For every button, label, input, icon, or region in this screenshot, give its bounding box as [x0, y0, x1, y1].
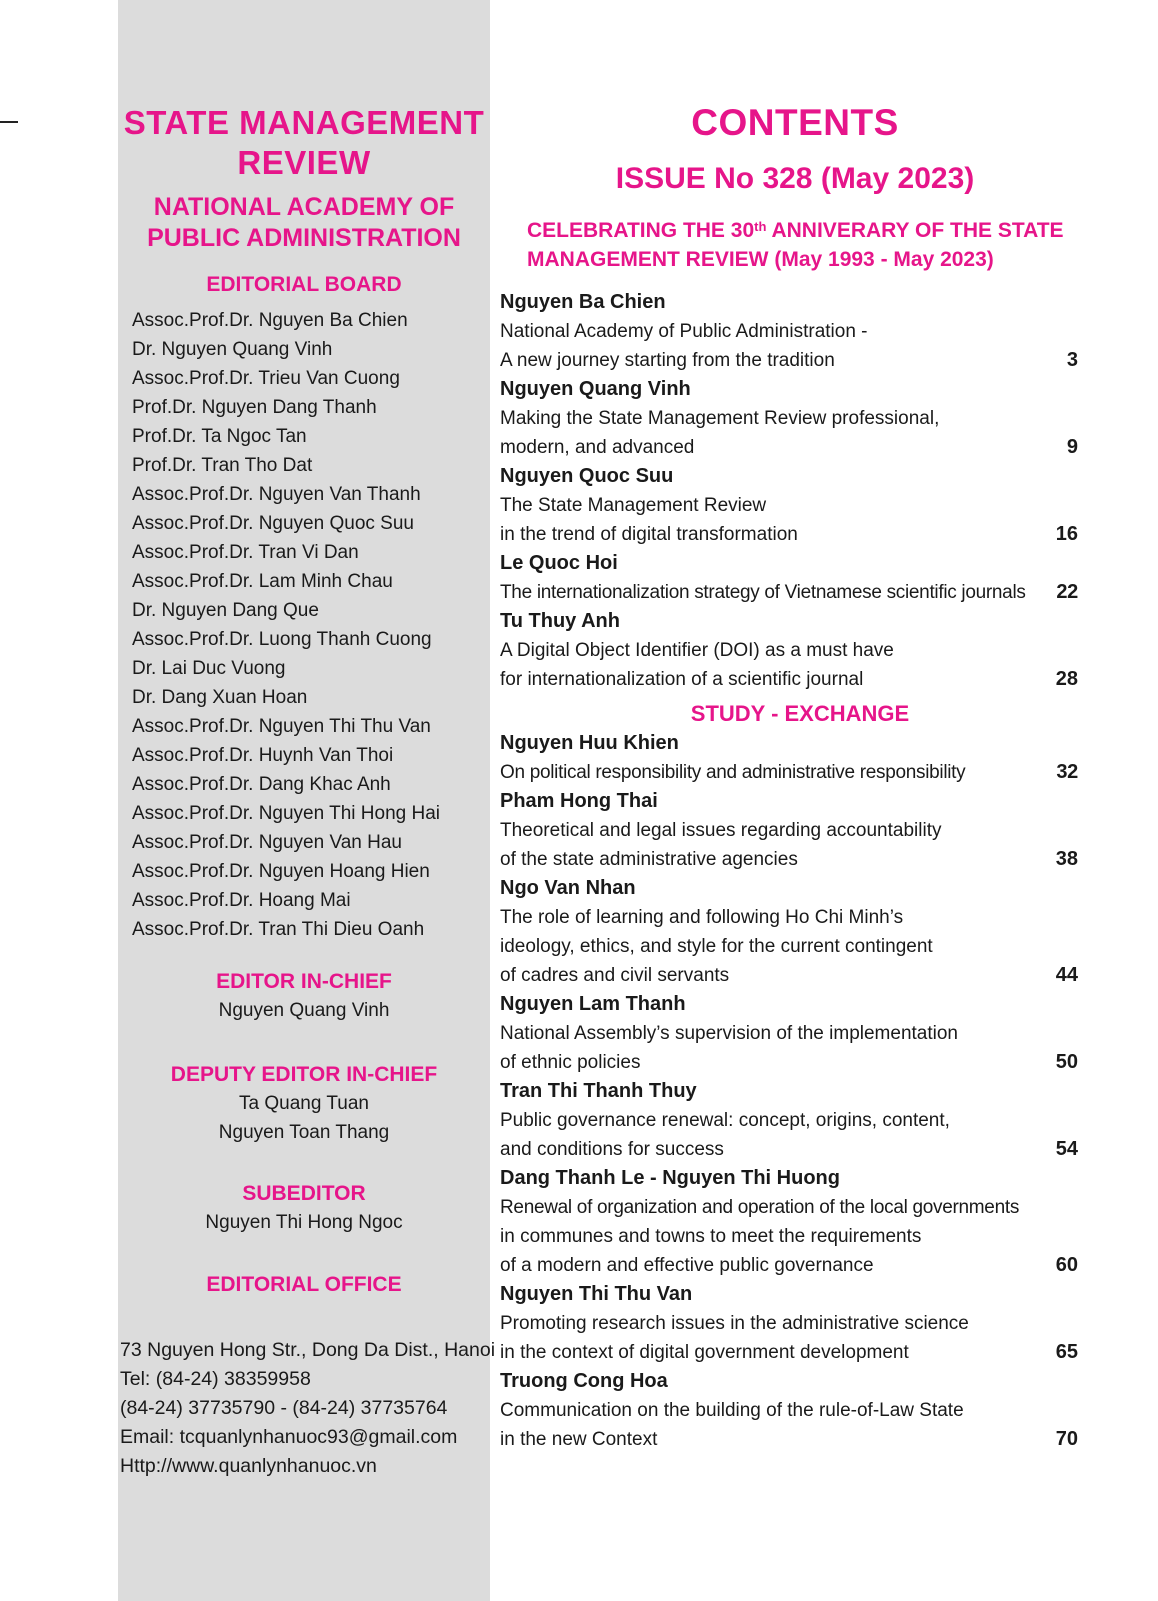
article-title-line: of ethnic policies 50: [500, 1048, 1090, 1077]
board-member: Assoc.Prof.Dr. Huynh Van Thoi: [132, 745, 394, 766]
academy-name: NATIONAL ACADEMY OF PUBLIC ADMINISTRATION: [147, 193, 461, 252]
article-title-line: of a modern and effective public governance 60: [500, 1251, 1090, 1280]
board-member: Assoc.Prof.Dr. Nguyen Thi Thu Van: [132, 716, 431, 737]
contents-title: CONTENTS: [691, 102, 899, 143]
office-line: Tel: (84-24) 38359958: [120, 1368, 311, 1390]
article-title-line: National Assembly’s supervision of the implementation: [500, 1023, 958, 1044]
article-title-line: The State Management Review: [500, 495, 767, 516]
page-number: 3: [1066, 349, 1078, 371]
article-title-line: in the context of digital government development 65: [500, 1338, 1090, 1367]
office-line: Http://www.quanlynhanuoc.vn: [120, 1455, 377, 1477]
page-number: 50: [1055, 1051, 1078, 1073]
article-author: Nguyen Quoc Suu: [500, 465, 674, 487]
toc-entry: [500, 462, 1090, 549]
article-title-line: On political responsibility and administrative responsibility 32: [500, 758, 1090, 787]
board-member: Assoc.Prof.Dr. Nguyen Ba Chien: [132, 310, 408, 331]
deputy-editor-heading: DEPUTY EDITOR IN-CHIEF: [170, 1063, 438, 1086]
article-title-line: of cadres and civil servants 44: [500, 961, 1090, 990]
board-member: Assoc.Prof.Dr. Nguyen Quoc Suu: [132, 513, 414, 534]
article-title-line: The role of learning and following Ho Chi Minh’s: [500, 907, 904, 928]
deputy-editor-name: Ta Quang Tuan: [239, 1093, 369, 1114]
page-number: 9: [1066, 436, 1078, 458]
journal-title: STATE MANAGEMENT REVIEW: [123, 104, 485, 181]
article-author: Le Quoc Hoi: [500, 552, 618, 574]
issue-number: ISSUE No 328 (May 2023): [615, 162, 975, 195]
editorial-office-heading: EDITORIAL OFFICE: [206, 1273, 402, 1296]
article-title-line: for internationalization of a scientific journal 28: [500, 665, 1090, 694]
article-author: Nguyen Lam Thanh: [500, 993, 686, 1015]
toc-entry: [500, 1164, 1090, 1280]
article-author: Nguyen Thi Thu Van: [500, 1283, 693, 1305]
toc-entry: [500, 288, 1090, 375]
article-author: Tu Thuy Anh: [500, 610, 620, 632]
article-title-line: National Academy of Public Administration -: [500, 321, 868, 342]
toc-entry: [500, 1280, 1090, 1367]
board-member: Assoc.Prof.Dr. Luong Thanh Cuong: [132, 629, 432, 650]
article-title-line: in the new Context 70: [500, 1425, 1090, 1454]
toc-entry: [500, 787, 1090, 874]
subeditor-name: Nguyen Thi Hong Ngoc: [205, 1212, 403, 1233]
board-member: Assoc.Prof.Dr. Tran Vi Dan: [132, 542, 359, 563]
article-title-line: A new journey starting from the tradition 3: [500, 346, 1090, 375]
page-number: 32: [1056, 761, 1078, 783]
toc-entry: [500, 729, 1090, 787]
study-exchange-heading: STUDY - EXCHANGE: [690, 701, 910, 726]
board-member: Dr. Dang Xuan Hoan: [132, 687, 308, 708]
article-author: Ngo Van Nhan: [500, 877, 636, 899]
anniversary-heading: CELEBRATING THE 30th ANNIVERARY OF THE STATE MANAGEMENT REVIEW (May 1993 - May 2023): [527, 219, 1064, 271]
board-member: Assoc.Prof.Dr. Dang Khac Anh: [132, 774, 391, 795]
toc-section-anniversary: [500, 288, 1090, 694]
board-member: Assoc.Prof.Dr. Hoang Mai: [132, 890, 351, 911]
article-title-line: modern, and advanced 9: [500, 433, 1090, 462]
board-member: Dr. Nguyen Quang Vinh: [132, 339, 333, 360]
article-author: Dang Thanh Le - Nguyen Thi Huong: [500, 1167, 840, 1189]
board-member: Assoc.Prof.Dr. Nguyen Hoang Hien: [132, 861, 430, 882]
article-title-line: Theoretical and legal issues regarding accountability: [500, 820, 942, 841]
toc-entry: [500, 375, 1090, 462]
article-title-line: in communes and towns to meet the requirements: [500, 1226, 922, 1247]
toc-entry: [500, 1077, 1090, 1164]
subeditor-heading: SUBEDITOR: [242, 1182, 366, 1205]
contents-panel: [500, 0, 1100, 1601]
board-member: Dr. Lai Duc Vuong: [132, 658, 286, 679]
article-author: Pham Hong Thai: [500, 790, 658, 812]
board-member: Assoc.Prof.Dr. Tran Thi Dieu Oanh: [132, 919, 425, 940]
page-number: 22: [1056, 581, 1078, 603]
page-number: 28: [1055, 668, 1078, 690]
article-title-line: A Digital Object Identifier (DOI) as a must have: [500, 640, 894, 661]
office-line: 73 Nguyen Hong Str., Dong Da Dist., Hanoi: [120, 1339, 496, 1361]
article-title-line: The internationalization strategy of Vietnamese scientific journals 22: [500, 578, 1090, 607]
masthead-panel: [118, 0, 496, 1601]
article-title-line: Promoting research issues in the administrative science: [500, 1313, 969, 1334]
board-member: Prof.Dr. Tran Tho Dat: [132, 455, 313, 476]
article-title-line: Making the State Management Review professional,: [500, 408, 940, 429]
board-member: Prof.Dr. Ta Ngoc Tan: [132, 426, 307, 447]
editorial-board-heading: EDITORIAL BOARD: [206, 273, 402, 296]
deputy-editor-name: Nguyen Toan Thang: [218, 1122, 390, 1143]
board-member: Dr. Nguyen Dang Que: [132, 600, 319, 621]
article-author: Nguyen Huu Khien: [500, 732, 679, 754]
board-member: Assoc.Prof.Dr. Lam Minh Chau: [132, 571, 393, 592]
page-number: 54: [1055, 1138, 1078, 1160]
toc-entry: [500, 607, 1090, 694]
board-member: Assoc.Prof.Dr. Trieu Van Cuong: [132, 368, 400, 389]
editor-in-chief-name: Nguyen Quang Vinh: [218, 1000, 390, 1021]
article-title-line: in the trend of digital transformation 16: [500, 520, 1090, 549]
board-member: Assoc.Prof.Dr. Nguyen Thi Hong Hai: [132, 803, 441, 824]
article-author: Nguyen Quang Vinh: [500, 378, 691, 400]
toc-entry: [500, 874, 1090, 990]
toc-entry: [500, 549, 1090, 607]
article-title-line: Public governance renewal: concept, origins, content,: [500, 1110, 950, 1131]
article-title-line: and conditions for success 54: [500, 1135, 1090, 1164]
editorial-office-address: [120, 1336, 495, 1481]
article-author: Truong Cong Hoa: [500, 1370, 668, 1392]
article-title-line: Renewal of organization and operation of the local governments: [500, 1197, 1020, 1218]
board-member: Prof.Dr. Nguyen Dang Thanh: [132, 397, 377, 418]
page-number: 65: [1055, 1341, 1078, 1363]
toc-section-study-exchange: [500, 729, 1090, 1454]
board-member: Assoc.Prof.Dr. Nguyen Van Hau: [132, 832, 402, 853]
editorial-board-list: [132, 306, 440, 944]
office-line: (84-24) 37735790 - (84-24) 37735764: [120, 1397, 448, 1419]
article-title-line: of the state administrative agencies 38: [500, 845, 1090, 874]
toc-entry: [500, 1367, 1090, 1454]
article-author: Tran Thi Thanh Thuy: [500, 1080, 697, 1102]
article-author: Nguyen Ba Chien: [500, 291, 666, 313]
board-member: Assoc.Prof.Dr. Nguyen Van Thanh: [132, 484, 421, 505]
page-number: 16: [1055, 523, 1078, 545]
page-number: 44: [1055, 964, 1078, 986]
margin-tick: [0, 121, 18, 123]
office-line: Email: tcquanlynhanuoc93@gmail.com: [120, 1426, 458, 1448]
toc-entry: [500, 990, 1090, 1077]
page-number: 38: [1055, 848, 1078, 870]
page-number: 60: [1055, 1254, 1078, 1276]
page-number: 70: [1055, 1428, 1078, 1450]
editor-in-chief-heading: EDITOR IN-CHIEF: [216, 970, 392, 993]
article-title-line: Communication on the building of the rule-of-Law State: [500, 1400, 964, 1421]
article-title-line: ideology, ethics, and style for the current contingent: [500, 936, 933, 957]
